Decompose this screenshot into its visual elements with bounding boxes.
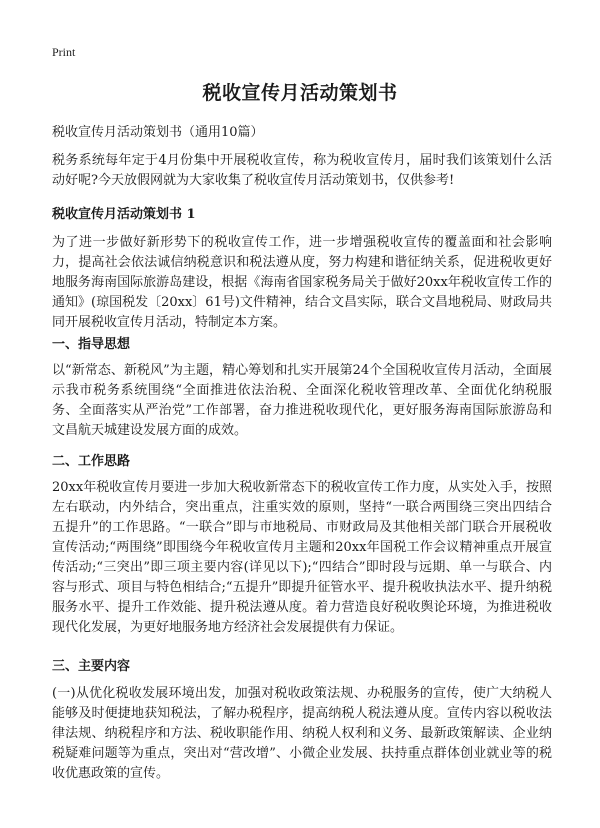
section3-paragraph: (一)从优化税收发展环境出发，加强对税收政策法规、办税服务的宣传，使广大纳税人能够及时便捷地获知税法，了解办税程序，提高纳税人税法遵从度。宣传内容以税收法律法规、纳税程序和方法、税收职能作用、纳税人权利和义务、最新政策解读、企业纳税疑难问题等为重点，突出对“营改增”、小微企业发展、扶持重点群体创业就业等的税收优惠政策的宣传。: [52, 686, 552, 781]
print-link[interactable]: Print: [52, 45, 76, 59]
document-title: 税收宣传月活动策划书: [202, 82, 398, 104]
plan1-heading: 税收宣传月活动策划书 1: [52, 207, 196, 222]
section1-paragraph: 以“新常态、新税风”为主题，精心筹划和扎实开展第24个全国税收宣传月活动，全面展示我市税务系统围绕“全面推进依法治税、全面深化税收管理改革、全面优化纳税服务、全面落实从严治党”工作部署，奋力推进税收现代化，更好服务海南国际旅游岛和文昌航天城建设发展方面的成效。: [52, 363, 552, 438]
plan1-paragraph: 为了进一步做好新形势下的税收宣传工作，进一步增强税收宣传的覆盖面和社会影响力，提高社会依法诚信纳税意识和税法遵从度，努力构建和谐征纳关系，促进税收更好地服务海南国际旅游岛建设，根据《海南省国家税务局关于做好20xx年税收宣传工作的通知》(琼国税发〔20xx〕61号)文件精神，结合文昌实际，联合文昌地税局、财政局共同开展税收宣传月活动，特制定本方案。: [52, 235, 552, 330]
section2-paragraph: 20xx年税收宣传月要进一步加大税收新常态下的税收宣传工作力度，从实处入手，按照左右联动，内外结合，突出重点，注重实效的原则，坚持“一联合两围绕三突出四结合五提升”的工作思路。“一联合”即与市地税局、市财政局及其他相关部门联合开展税收宣传活动;“两围绕”即围绕今年税收宣传月主题和20xx年国税工作会议精神重点开展宣传活动;“三突出”即三项主要内容(详见以下);“四结合”即时段与远期、单一与联合、内容与形式、项目与特色相结合;“五提升”即提升征管水平、提升税收执法水平、提升纳税服务水平、提升工作效能、提升税法遵从度。着力营造良好税收舆论环境，为推进税收现代化发展，为更好地服务地方经济社会发展提供有力保证。: [52, 480, 552, 635]
intro-paragraph: 税务系统每年定于4月份集中开展税收宣传，称为税收宣传月，届时我们该策划什么活动好呢?今天放假网就为大家收集了税收宣传月活动策划书，仅供参考!: [52, 153, 552, 188]
document-subtitle: 税收宣传月活动策划书（通用10篇）: [52, 125, 264, 140]
section3-heading: 三、主要内容: [52, 659, 131, 674]
section2-heading: 二、工作思路: [52, 454, 131, 469]
section1-heading: 一、指导思想: [52, 337, 131, 352]
